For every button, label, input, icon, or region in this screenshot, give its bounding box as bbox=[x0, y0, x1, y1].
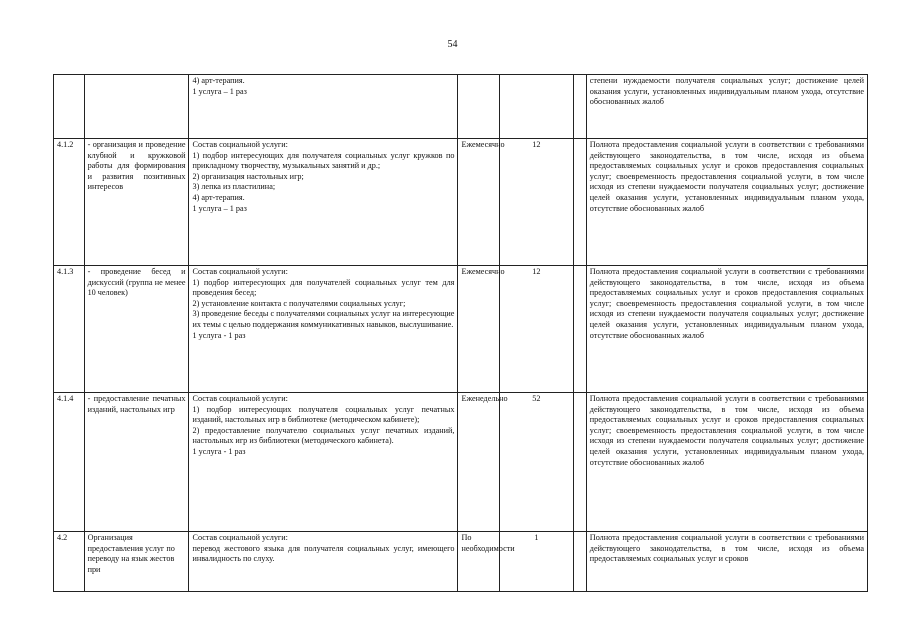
composition-line: 1 услуга – 1 раз bbox=[192, 86, 247, 96]
composition-line: 1 услуга - 1 раз bbox=[192, 446, 246, 456]
service-frequency: По необходимости bbox=[458, 532, 500, 592]
service-frequency bbox=[458, 75, 500, 139]
empty-cell bbox=[573, 75, 586, 139]
quality-indicators: Полнота предоставления социальной услуги в соответствии с требованиями действующего законодательства, в том числе, исходя из объема предоставляемых социальных услуг и сроков bbox=[586, 532, 867, 592]
row-number: 4.1.4 bbox=[54, 393, 85, 532]
row-number: 4.1.2 bbox=[54, 139, 85, 266]
service-frequency: Еженедельно bbox=[458, 393, 500, 532]
service-composition bbox=[189, 139, 458, 266]
composition-line: Состав социальной услуги: bbox=[192, 140, 288, 149]
service-quantity: 12 bbox=[500, 139, 573, 266]
composition-line: 1) подбор интересующих получателя социальных услуг печатных изданий, настольных игр в библиотеке (методическом кабинете); bbox=[192, 404, 455, 425]
composition-line: 1 услуга - 1 раз bbox=[192, 330, 246, 340]
composition-line: Состав социальной услуги: bbox=[192, 394, 288, 403]
service-quantity: 52 bbox=[500, 393, 573, 532]
empty-cell bbox=[573, 393, 586, 532]
composition-line: перевод жестового языка для получателя социальных услуг, имеющего инвалидность по слуху. bbox=[192, 543, 455, 564]
composition-line: 2) организация настольных игр; bbox=[192, 171, 304, 181]
service-composition bbox=[189, 266, 458, 393]
empty-cell bbox=[573, 139, 586, 266]
service-name bbox=[84, 75, 189, 139]
composition-line: 2) предоставление получателю социальных услуг печатных изданий, настольных игр из библиотеки (методического кабинета). bbox=[192, 425, 455, 446]
composition-line: 3) лепка из пластилина; bbox=[192, 182, 276, 192]
row-number: 4.1.3 bbox=[54, 266, 85, 393]
services-table bbox=[53, 74, 868, 592]
composition-line: 1) подбор интересующих для получателя социальных услуг кружков по прикладному творчеству, музыкальных занятий и др.; bbox=[192, 150, 455, 171]
service-quantity: 12 bbox=[500, 266, 573, 393]
row-number: 4.2 bbox=[54, 532, 85, 592]
composition-line: 4) арт-терапия. bbox=[192, 192, 245, 202]
page-number: 54 bbox=[447, 39, 458, 50]
empty-cell bbox=[573, 266, 586, 393]
table-row bbox=[54, 532, 868, 592]
quality-indicators: степени нуждаемости получателя социальных услуг; достижение целей оказания услуги, установленных индивидуальным планом ухода, отсутствие обоснованных жалоб bbox=[586, 75, 867, 139]
service-name: - проведение бесед и дискуссий (группа не менее 10 человек) bbox=[84, 266, 189, 393]
service-name: - организация и проведение клубной и кружковой работы для формирования и развития позитивных интересов bbox=[84, 139, 189, 266]
service-composition bbox=[189, 393, 458, 532]
quality-indicators: Полнота предоставления социальной услуги в соответствии с требованиями действующего законодательства, в том числе, исходя из объема предоставляемых социальных услуг и сроков предоставления социальных услуг; своевременность предоставления социальной услуги, в том числе исходя из степени нуждаемости получателя социальных услуг; достижение целей оказания услуги, установленных индивидуальным планом ухода, отсутствие обоснованных жалоб bbox=[586, 393, 867, 532]
service-quantity bbox=[500, 75, 573, 139]
service-composition bbox=[189, 532, 458, 592]
service-frequency: Ежемесячно bbox=[458, 266, 500, 393]
service-name: - предоставление печатных изданий, настольных игр bbox=[84, 393, 189, 532]
composition-line: Состав социальной услуги: bbox=[192, 533, 288, 542]
quality-indicators: Полнота предоставления социальной услуги в соответствии с требованиями действующего законодательства, в том числе, исходя из объема предоставляемых социальных услуг и сроков предоставления социальных услуг; своевременность предоставления социальной услуги, в том числе исходя из степени нуждаемости получателя социальных услуг; достижение целей оказания услуги, установленных индивидуальным планом ухода, отсутствие обоснованных жалоб bbox=[586, 139, 867, 266]
service-composition bbox=[189, 75, 458, 139]
table-row bbox=[54, 75, 868, 139]
composition-line: 3) проведение беседы с получателями социальных услуг на интересующие их темы с целью поддержания коммуникативных навыков, выслушивание. bbox=[192, 309, 455, 329]
composition-line: 2) установление контакта с получателями социальных услуг; bbox=[192, 298, 406, 308]
table-row bbox=[54, 266, 868, 393]
quality-indicators: Полнота предоставления социальной услуги в соответствии с требованиями действующего законодательства, в том числе, исходя из объема предоставляемых социальных услуг и сроков предоставления социальных услуг; своевременность предоставления социальной услуги, в том числе исходя из степени нуждаемости получателя социальных услуг; достижение целей оказания услуги, установленных индивидуальным планом ухода, отсутствие обоснованных жалоб bbox=[586, 266, 867, 393]
table-row bbox=[54, 393, 868, 532]
service-frequency: Ежемесячно bbox=[458, 139, 500, 266]
composition-line: 1 услуга – 1 раз bbox=[192, 203, 247, 213]
composition-line: 1) подбор интересующих для получателей социальных услуг тем для проведения бесед; bbox=[192, 277, 455, 298]
table-row bbox=[54, 139, 868, 266]
service-name: Организация предоставления услуг по переводу на язык жестов при bbox=[84, 532, 189, 592]
empty-cell bbox=[573, 532, 586, 592]
composition-line: 4) арт-терапия. bbox=[192, 76, 245, 85]
composition-line: Состав социальной услуги: bbox=[192, 267, 288, 276]
service-quantity: 1 bbox=[500, 532, 573, 592]
row-number bbox=[54, 75, 85, 139]
